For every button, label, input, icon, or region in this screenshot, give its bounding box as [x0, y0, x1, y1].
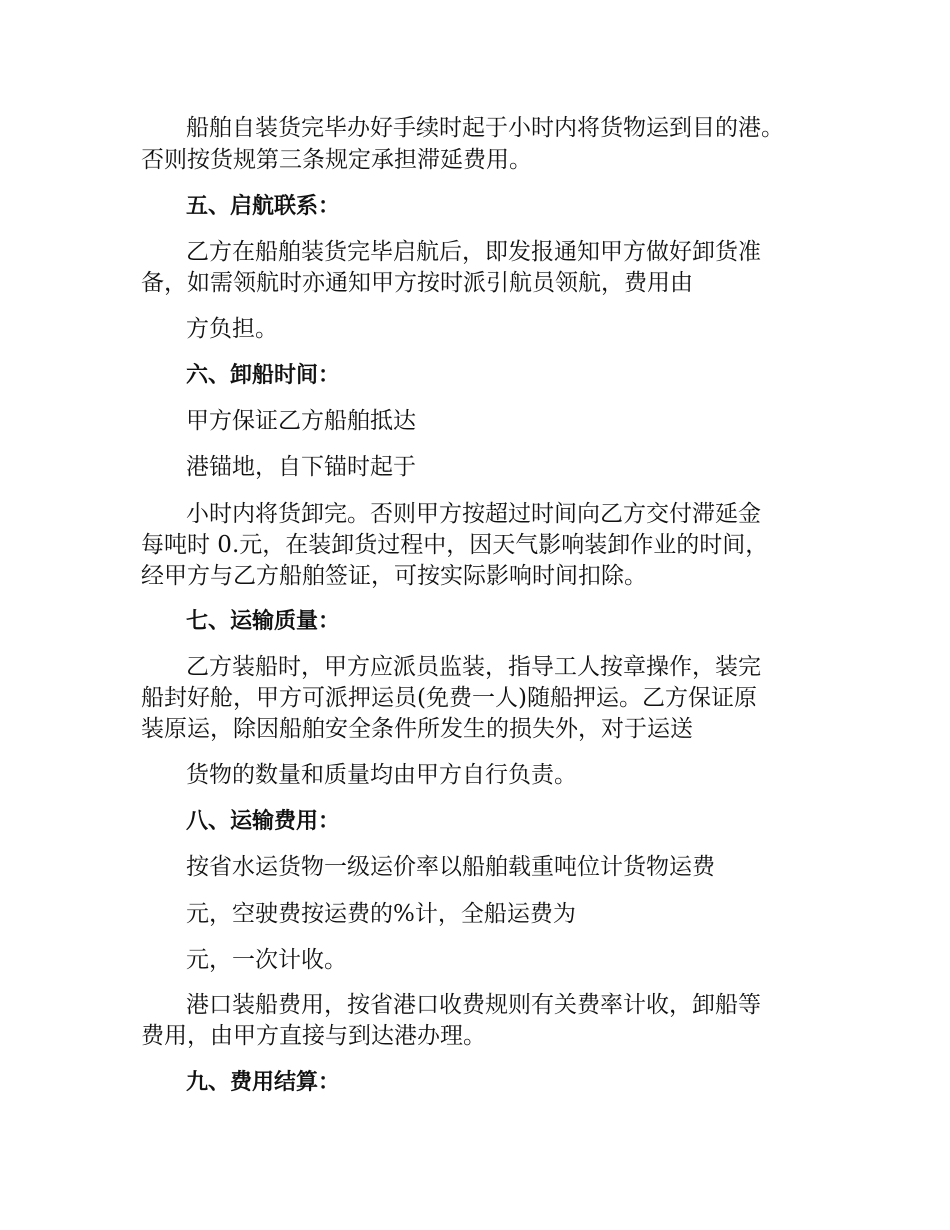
paragraph-freight-rate: 按省水运货物一级运价率以船舶载重吨位计货物运费	[186, 854, 715, 880]
paragraph-loading-time-line-2: 否则按货规第三条规定承担滞延费用。	[141, 147, 532, 173]
paragraph-quality-line-2: 船封好舱，甲方可派押运员(免费一人)随船押运。乙方保证原	[141, 685, 757, 711]
section-heading-transport-fees: 八、运输费用：	[186, 809, 341, 834]
paragraph-departure-line-1: 乙方在船舶装货完毕启航后，即发报通知甲方做好卸货准	[186, 239, 761, 265]
paragraph-cost-bearer: 方负担。	[186, 316, 278, 342]
section-heading-unloading-time: 六、卸船时间：	[186, 363, 341, 388]
paragraph-collection: 元，一次计收。	[186, 947, 347, 973]
section-heading-transport-quality: 七、运输质量：	[186, 609, 341, 634]
paragraph-port-fees-line-1: 港口装船费用，按省港口收费规则有关费率计收，卸船等	[186, 992, 761, 1018]
paragraph-quality-line-3: 装原运，除因船舶安全条件所发生的损失外，对于运送	[141, 716, 693, 742]
paragraph-quality-line-1: 乙方装船时，甲方应派员监装，指导工人按章操作，装完	[186, 654, 761, 680]
section-heading-departure-contact: 五、启航联系：	[186, 194, 341, 219]
paragraph-empty-run-fee: 元，空驶费按运费的%计，全船运费为	[186, 901, 576, 927]
paragraph-anchorage: 港锚地，自下锚时起于	[186, 454, 416, 480]
paragraph-unloading-line-3: 经甲方与乙方船舶签证，可按实际影响时间扣除。	[141, 563, 647, 589]
paragraph-arrival-guarantee: 甲方保证乙方船舶抵达	[186, 408, 416, 434]
paragraph-cargo-responsibility: 货物的数量和质量均由甲方自行负责。	[186, 762, 577, 788]
paragraph-loading-time-line-1: 船舶自装货完毕办好手续时起于小时内将货物运到目的港。	[186, 115, 784, 141]
paragraph-port-fees-line-2: 费用，由甲方直接与到达港办理。	[141, 1023, 486, 1049]
section-heading-fee-settlement: 九、费用结算：	[186, 1070, 341, 1095]
paragraph-unloading-line-2: 每吨时 0.元，在装卸货过程中，因天气影响装卸作业的时间，	[141, 532, 769, 558]
paragraph-unloading-line-1: 小时内将货卸完。否则甲方按超过时间向乙方交付滞延金	[186, 501, 761, 527]
paragraph-departure-line-2: 备，如需领航时亦通知甲方按时派引航员领航，费用由	[141, 270, 693, 296]
